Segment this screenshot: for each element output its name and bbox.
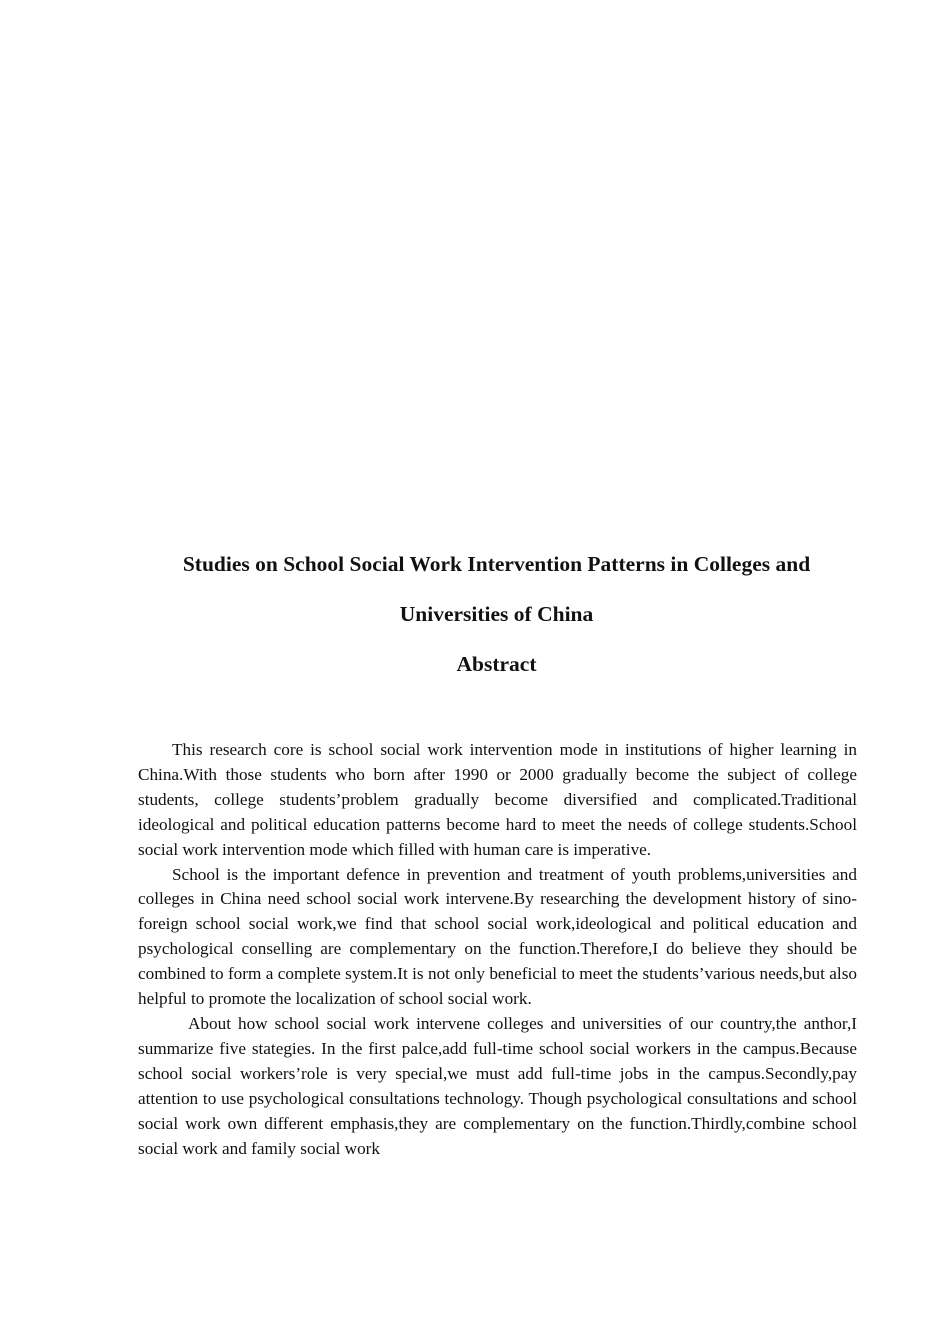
abstract-heading: Abstract	[456, 652, 537, 676]
abstract-body	[138, 738, 857, 1161]
abstract-paragraph-3: About how school social work intervene colleges and universities of our country,the anthor,I summarize five stategies. In the first palce,add full-time school social workers in the campus.Because school social workers’role is very special,we must add full-time jobs in the campus.Secondly,pay attention to use psychological consultations technology. Though psychological consultations and school social work own different emphasis,they are complementary on the function.Thirdly,combine school social work and family social work	[138, 1013, 857, 1158]
title-line-2: Universities of China	[399, 602, 594, 626]
abstract-paragraph-1: This research core is school social work intervention mode in institutions of higher learning in China.With those students who born after 1990 or 2000 gradually become the subject of college students, college students’problem gradually become diversified and complicated.Traditional ideological and political education patterns become hard to meet the needs of college students.School social work intervention mode which filled with human care is imperative.	[138, 740, 857, 859]
abstract-paragraph-2: School is the important defence in prevention and treatment of youth problems,universities and colleges in China need school social work intervene.By researching the development history of sino-foreign school social work,we find that school social work,ideological and political education and psychological conselling are complementary on the function.Therefore,I do believe they should be combined to form a complete system.It is not only beneficial to meet the students’various needs,but also helpful to promote the localization of school social work.	[138, 864, 857, 1009]
title-line-1: Studies on School Social Work Intervention Patterns in Colleges and	[182, 552, 811, 576]
